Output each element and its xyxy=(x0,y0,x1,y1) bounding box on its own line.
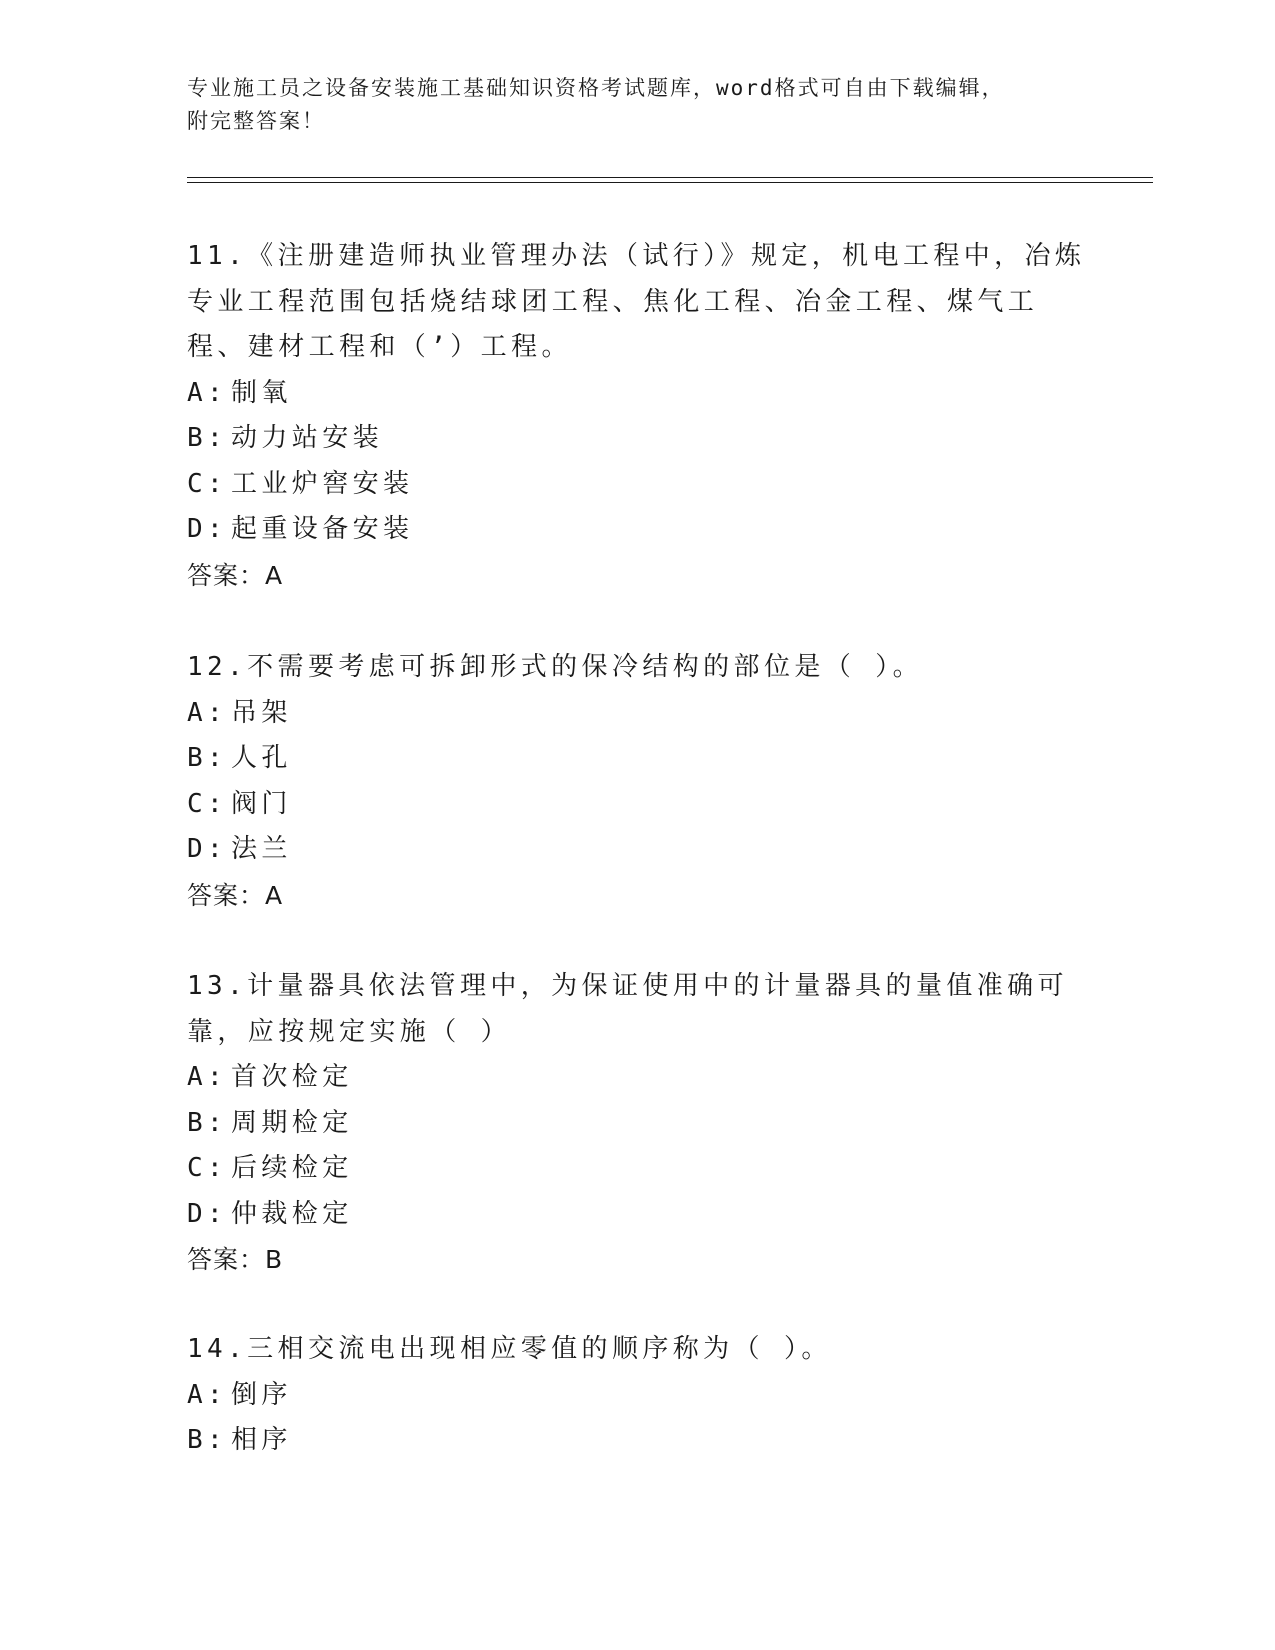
option-text: 相序 xyxy=(231,1425,292,1455)
header-divider-bottom xyxy=(187,182,1153,183)
option-key: B: xyxy=(187,1107,228,1138)
option-key: B: xyxy=(187,423,228,453)
option-a xyxy=(187,691,1087,737)
option-a xyxy=(187,371,1087,417)
question-12 xyxy=(187,645,1087,918)
option-key: B: xyxy=(187,1425,228,1455)
option-d xyxy=(187,507,1087,553)
answer-line: 答案：A xyxy=(187,880,284,910)
option-text: 仲裁检定 xyxy=(231,1198,353,1229)
option-text: 起重设备安装 xyxy=(231,514,414,544)
option-d xyxy=(187,827,1087,873)
option-text: 吊架 xyxy=(231,697,292,728)
header-line-1: 专业施工员之设备安装施工基础知识资格考试题库，word格式可自由下载编辑， xyxy=(187,76,1005,100)
answer-line: 答案：A xyxy=(187,560,284,590)
option-text: 动力站安装 xyxy=(231,423,384,453)
option-c xyxy=(187,1146,1087,1192)
option-key: A: xyxy=(187,1062,228,1092)
question-text: 12.不需要考虑可拆卸形式的保冷结构的部位是（ ）。 xyxy=(187,652,924,682)
option-text: 周期检定 xyxy=(231,1107,353,1138)
answer-line: 答案：B xyxy=(187,1245,284,1274)
option-text: 倒序 xyxy=(231,1379,292,1410)
option-text: 首次检定 xyxy=(231,1062,353,1092)
option-key: C: xyxy=(187,788,228,819)
option-key: D: xyxy=(187,1198,228,1229)
question-text: 13.计量器具依法管理中，为保证使用中的计量器具的量值准确可靠，应按规定实施（ ） xyxy=(187,971,1068,1047)
option-text: 制氧 xyxy=(231,377,292,408)
option-b xyxy=(187,416,1087,462)
option-text: 阀门 xyxy=(231,788,292,819)
option-a xyxy=(187,1373,1087,1419)
option-text: 工业炉窖安装 xyxy=(231,468,414,499)
header-divider-top xyxy=(187,177,1153,178)
option-d xyxy=(187,1192,1087,1238)
question-11 xyxy=(187,234,1087,598)
option-key: D: xyxy=(187,514,228,544)
header-line-2: 附完整答案！ xyxy=(187,109,325,133)
option-key: D: xyxy=(187,834,228,864)
option-key: C: xyxy=(187,468,228,499)
question-13 xyxy=(187,964,1087,1283)
option-b xyxy=(187,1418,1087,1464)
option-c xyxy=(187,462,1087,508)
option-b xyxy=(187,736,1087,782)
option-key: A: xyxy=(187,1379,228,1410)
question-text: 14.三相交流电出现相应零值的顺序称为（ ）。 xyxy=(187,1334,832,1364)
option-b xyxy=(187,1101,1087,1147)
question-14 xyxy=(187,1327,1087,1464)
option-key: A: xyxy=(187,697,228,728)
document-header xyxy=(187,72,1087,138)
option-key: A: xyxy=(187,377,228,408)
option-c xyxy=(187,782,1087,828)
option-a xyxy=(187,1055,1087,1101)
option-text: 人孔 xyxy=(231,743,292,773)
question-text: 11.《注册建造师执业管理办法（试行）》规定，机电工程中，冶炼专业工程范围包括烧结球团工程、焦化工程、冶金工程、煤气工程、建材工程和（’）工程。 xyxy=(187,241,1086,362)
option-key: C: xyxy=(187,1153,228,1183)
option-key: B: xyxy=(187,743,228,773)
option-text: 后续检定 xyxy=(231,1153,353,1183)
option-text: 法兰 xyxy=(231,834,292,864)
